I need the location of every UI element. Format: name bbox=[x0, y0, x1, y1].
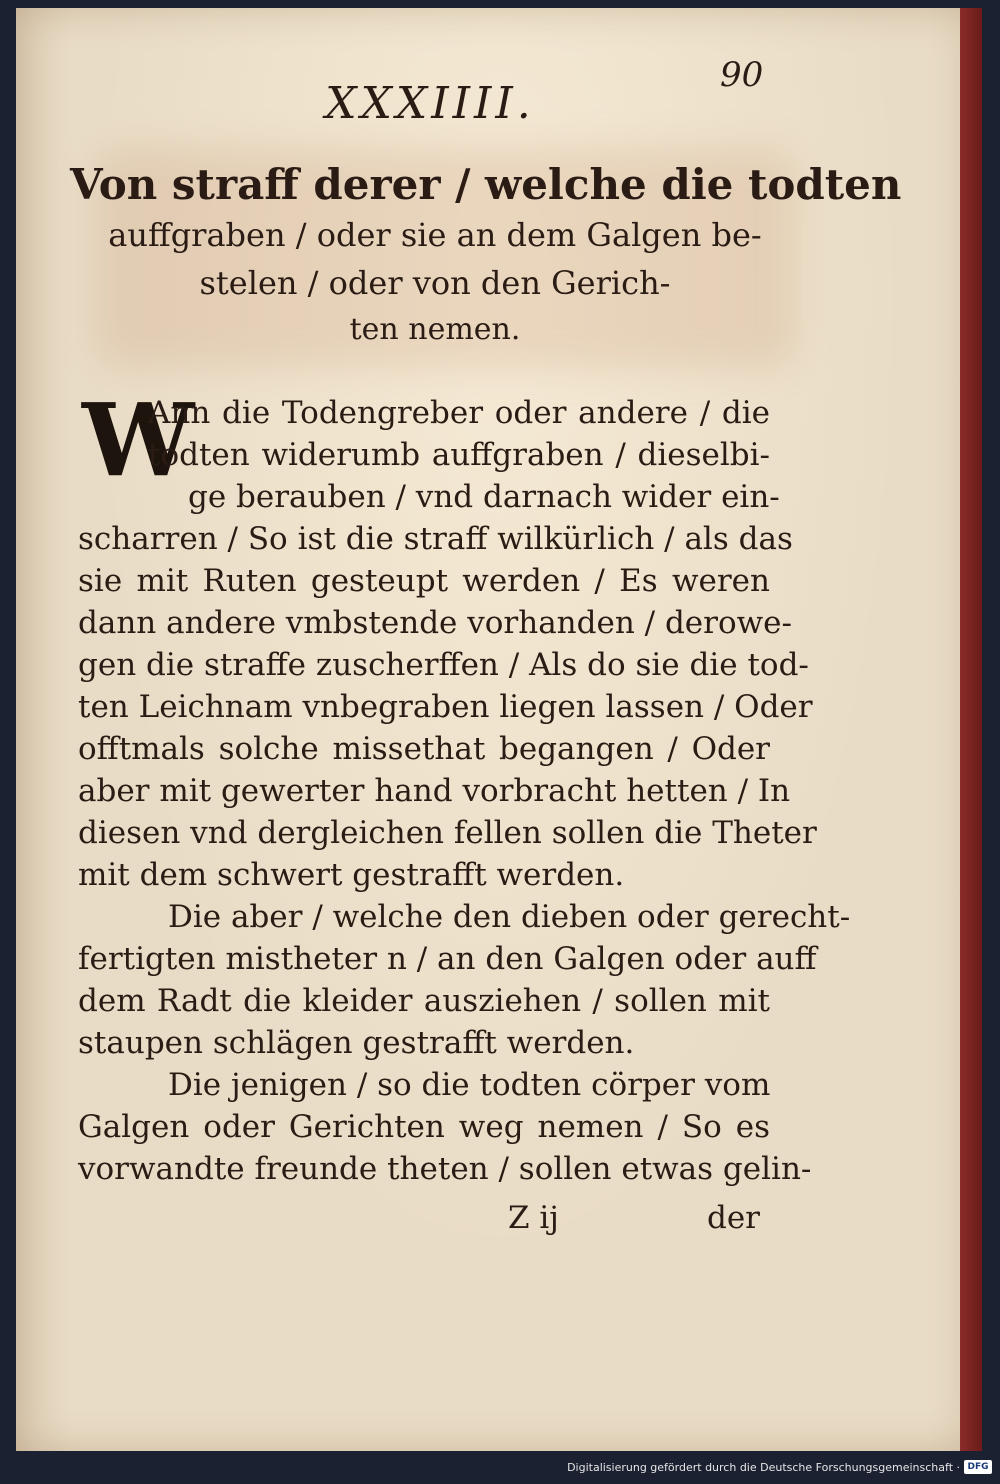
body-line: dann andere vmbstende vorhanden / derowe- bbox=[78, 605, 792, 641]
body-text bbox=[78, 381, 851, 1190]
body-line: offtmals solche missethat begangen / Oder bbox=[78, 731, 770, 767]
binding-spine bbox=[960, 8, 982, 1451]
body-line: ten Leichnam vnbegraben liegen lassen / Oder bbox=[78, 689, 813, 725]
signature-mark: Z ij bbox=[508, 1200, 559, 1236]
dfg-logo-icon: DFG bbox=[964, 1460, 992, 1474]
title-line: Von straff derer / welche die todten bbox=[70, 160, 902, 209]
body-line: mit dem schwert gestrafft werden. bbox=[78, 857, 625, 893]
title-line: auffgraben / oder sie an dem Galgen be- bbox=[108, 216, 762, 254]
body-line: dem Radt die kleider ausziehen / sollen mit bbox=[78, 983, 770, 1019]
body-line: diesen vnd dergleichen fellen sollen die Theter bbox=[78, 815, 817, 851]
body-line: aber mit gewerter hand vorbracht hetten / In bbox=[78, 773, 791, 809]
catchword: der bbox=[706, 1200, 760, 1236]
funding-credit: Digitalisierung gefördert durch die Deutsche Forschungsgemeinschaft · bbox=[567, 1461, 960, 1474]
title-line: ten nemen. bbox=[349, 312, 521, 347]
chapter-title bbox=[70, 160, 902, 356]
decorated-initial: W bbox=[82, 381, 195, 499]
folio-number: 90 bbox=[720, 55, 764, 95]
body-line: Die jenigen / so die todten cörper vom bbox=[168, 1067, 771, 1103]
body-line: vorwandte freunde theten / sollen etwas gelin- bbox=[78, 1151, 812, 1187]
chapter-number: XXXIIII. bbox=[325, 78, 535, 129]
body-line: Ann die Todengreber oder andere / die bbox=[148, 395, 770, 431]
body-line: sie mit Ruten gesteupt werden / Es weren bbox=[78, 563, 770, 599]
body-line: todten widerumb auffgraben / dieselbi- bbox=[148, 437, 770, 473]
title-line: stelen / oder von den Gerich- bbox=[199, 264, 671, 302]
body-line: ge berauben / vnd darnach wider ein- bbox=[188, 479, 780, 515]
body-line: Die aber / welche den dieben oder gerecht- bbox=[168, 899, 851, 935]
page-foot bbox=[78, 1200, 770, 1244]
body-line: fertigten mistheter n / an den Galgen oder auff bbox=[78, 941, 817, 977]
body-line: scharren / So ist die straff wilkürlich / als das bbox=[78, 521, 793, 557]
footer-bar bbox=[0, 1455, 1000, 1484]
body-line: Galgen oder Gerichten weg nemen / So es bbox=[78, 1109, 770, 1145]
body-line: gen die straffe zuscherffen / Als do sie die tod- bbox=[78, 647, 809, 683]
body-line: staupen schlägen gestrafft werden. bbox=[78, 1025, 635, 1061]
